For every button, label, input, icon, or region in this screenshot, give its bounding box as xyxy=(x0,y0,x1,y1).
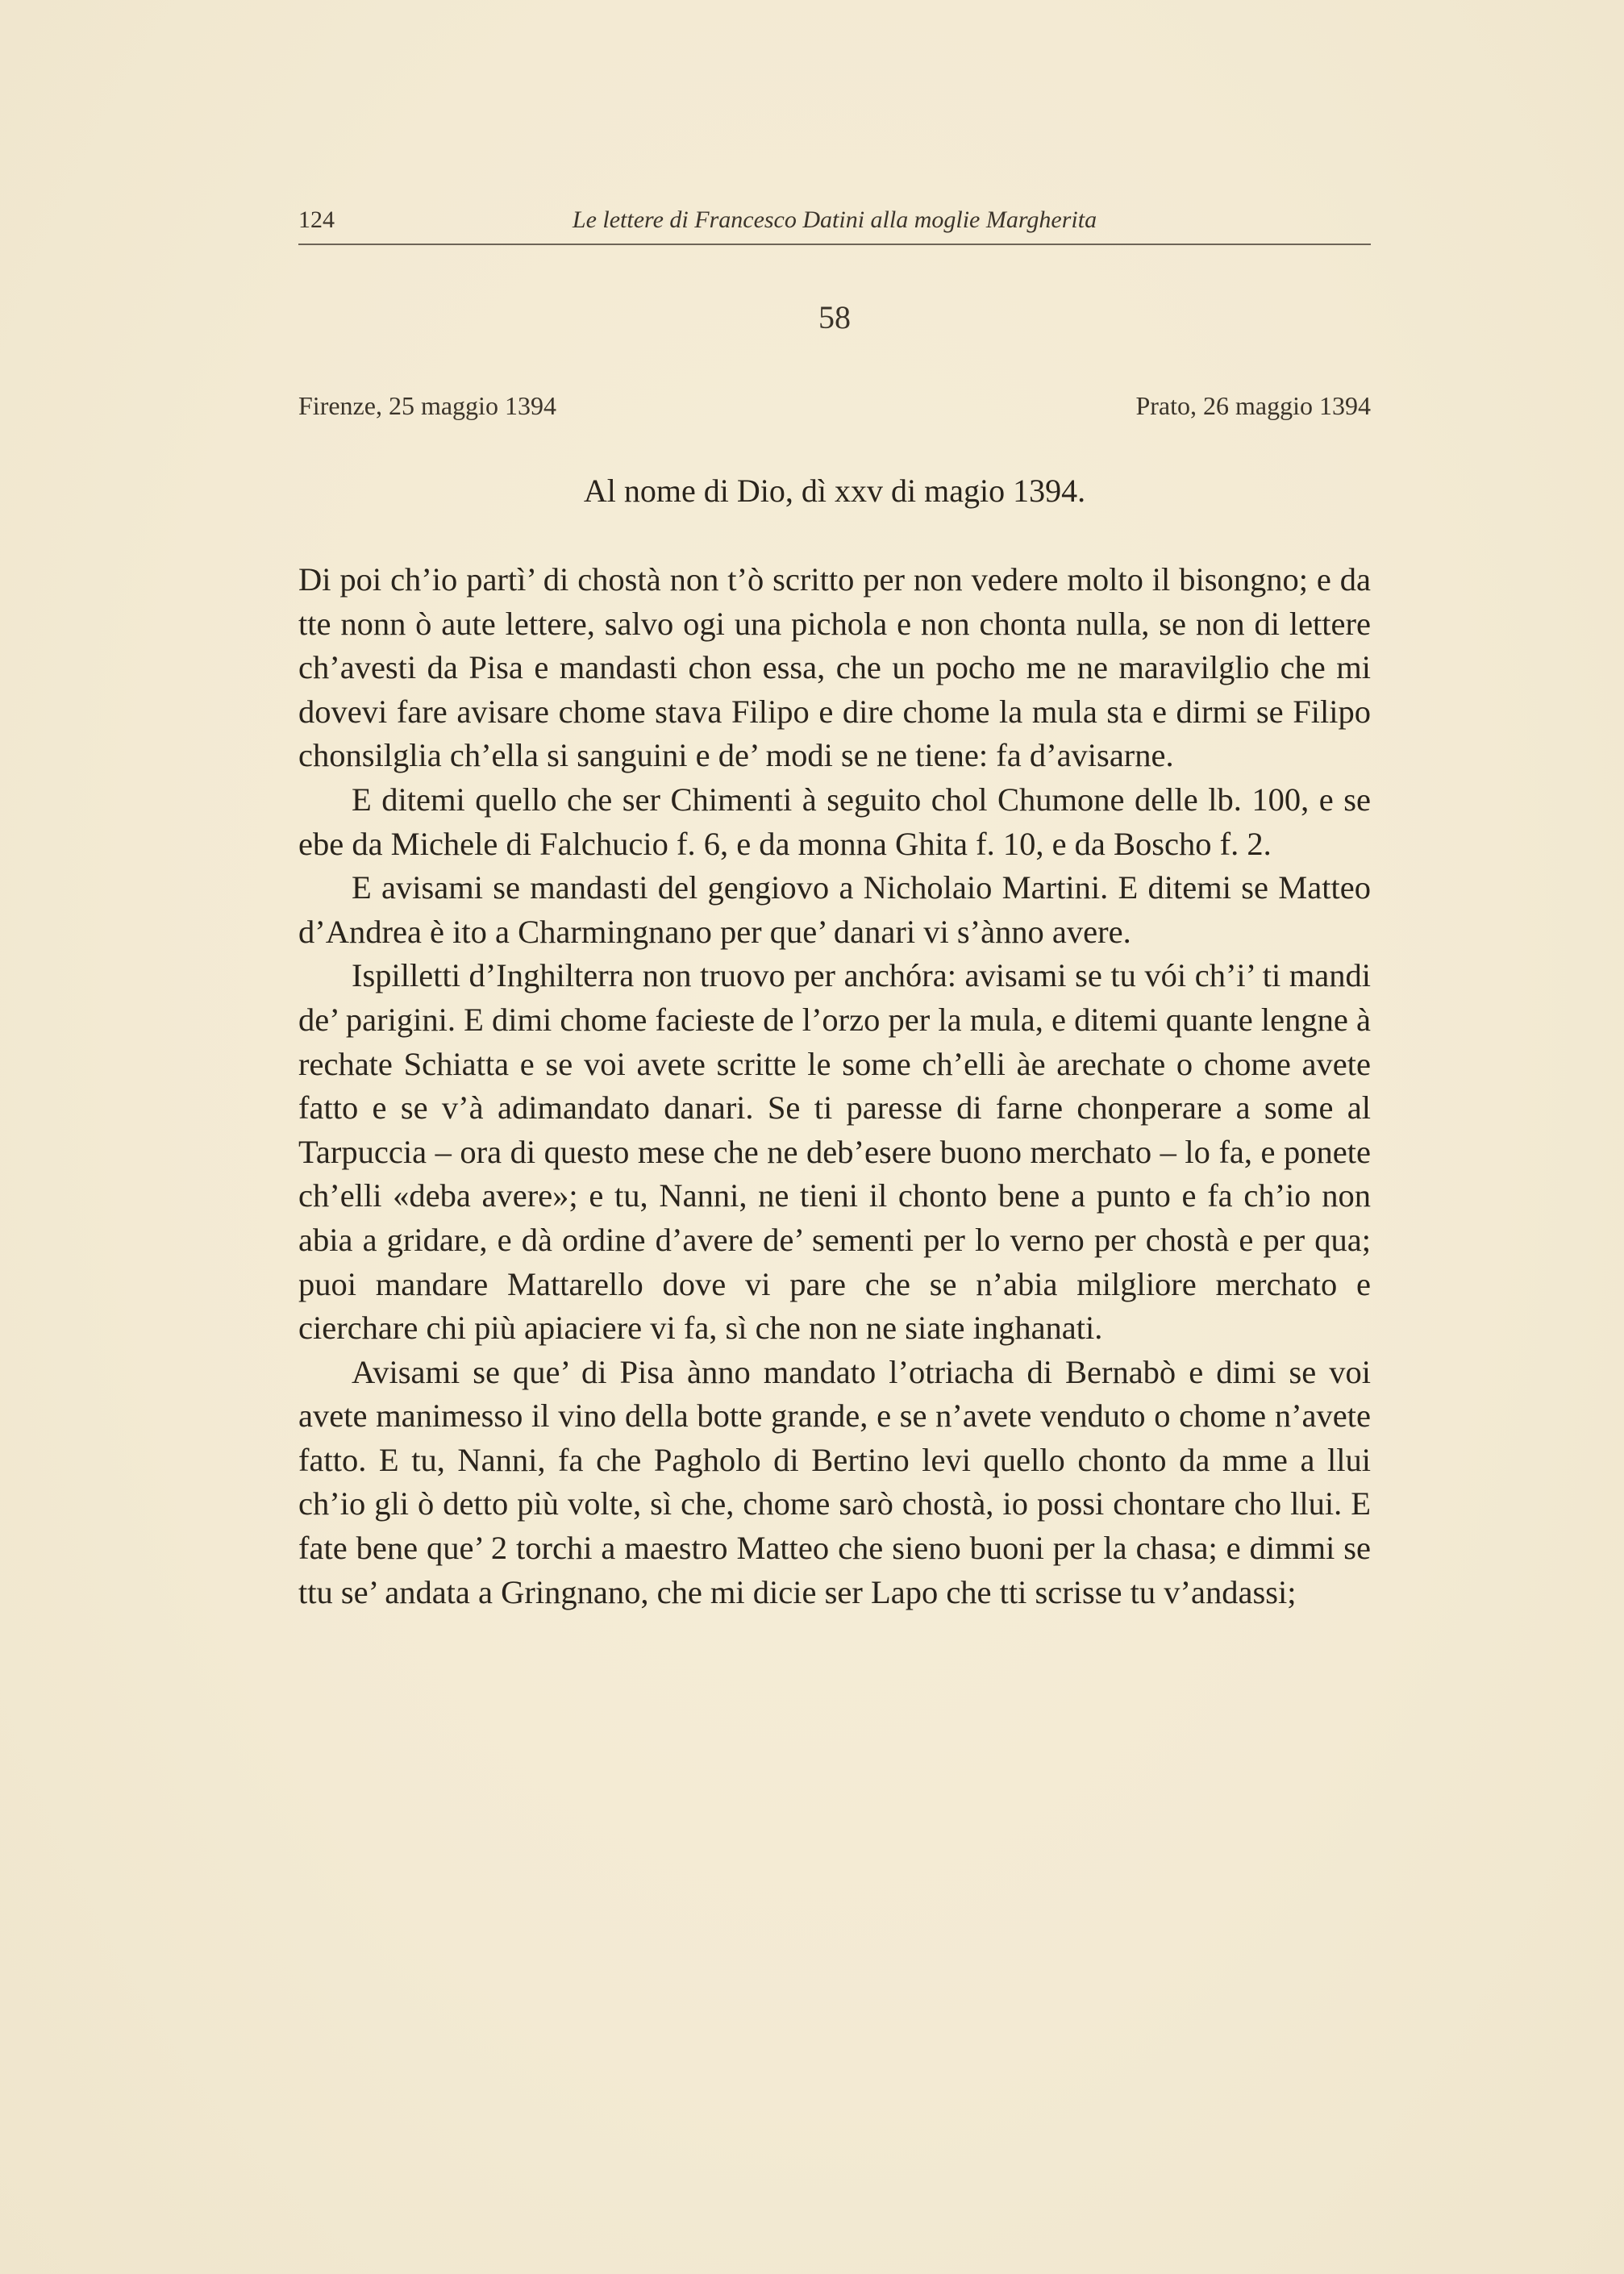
paragraph: Ispilletti d’Inghilterra non truovo per anchóra: avisami se tu vói ch’i’ ti mandi de’ parigini. E dimi chome facieste de l’orzo per la mula, e ditemi quante lengne à rechate Schiatta e se voi avete scritte le some ch’elli àe arechate o chome avete fatto e se v’à adimandato danari. Se ti paresse di farne chonperare a some al Tarpuccia – ora di questo mese che ne deb’esere buono merchato – lo fa, e ponete ch’elli «deba avere»; e tu, Nanni, ne tieni il chonto bene a punto e fa ch’io non abia a gridare, e dà ordine d’avere de’ sementi per lo verno per chostà e per qua; puoi mandare Mattarello dove vi pare che se n’abia milgliore merchato e cierchare chi più apiaciere vi fa, sì che non ne siate inghanati. xyxy=(298,957,1371,1347)
page-number: 124 xyxy=(298,206,335,233)
datelines xyxy=(298,391,1371,427)
paragraph: Avisami se que’ di Pisa ànno mandato l’otriacha di Bernabò e dimi se voi avete manimesso il vino della botte grande, e se n’avete venduto o chome n’avete fatto. E tu, Nanni, fa che Pagholo di Bertino levi quello chonto da mme a llui ch’io gli ò detto più volte, sì che, chome sarò chostà, io possi chontare cho llui. E fate bene que’ 2 torchi a maestro Matteo che sieno buoni per la chasa; e dimmi se ttu se’ andata a Gringnano, che mi dicie ser Lapo che tti scrisse tu v’andassi; xyxy=(298,1353,1371,1610)
date-received: Prato, 26 maggio 1394 xyxy=(1135,391,1371,420)
letter-invocation: Al nome di Dio, dì xxv di magio 1394. xyxy=(583,473,1086,509)
date-sent: Firenze, 25 maggio 1394 xyxy=(298,391,556,420)
paragraph: E ditemi quello che ser Chimenti à seguito chol Chumone delle lb. 100, e se ebe da Michele di Falchucio f. 6, e da monna Ghita f. 10, e da Boscho f. 2. xyxy=(298,781,1371,862)
paragraph: Di poi ch’io partì’ di chostà non t’ò scritto per non vedere molto il bisongno; e da tte nonn ò aute lettere, salvo ogi una pichola e non chonta nulla, se non di lettere ch’avesti da Pisa e mandasti chon essa, che un pocho me ne maravilglio che mi dovevi fare avisare chome stava Filipo e dire chome la mula sta e dirmi se Filipo chonsilglia ch’ella si sanguini e de’ modi se ne tiene: fa d’avisarne. xyxy=(298,561,1371,774)
paragraph: E avisami se mandasti del gengiovo a Nicholaio Martini. E ditemi se Matteo d’Andrea è ito a Charmingnano per que’ danari vi s’ànno avere. xyxy=(298,869,1371,950)
letter-body xyxy=(298,558,1371,1614)
running-title: Le lettere di Francesco Datini alla moglie Margherita xyxy=(572,206,1097,233)
letter-number: 58 xyxy=(818,299,851,335)
running-header xyxy=(298,202,1371,245)
